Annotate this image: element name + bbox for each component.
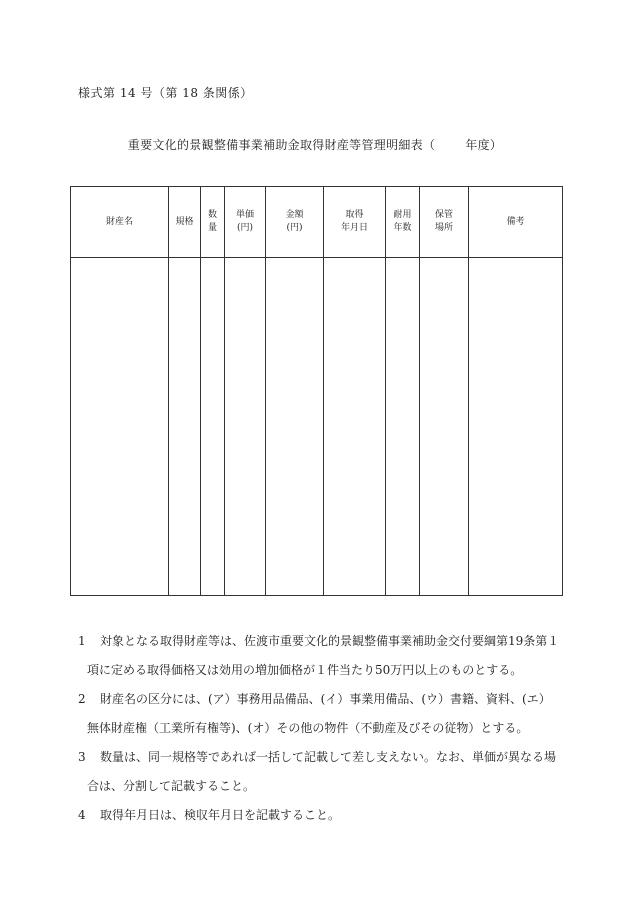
note-line: 対象となる取得財産等は、佐渡市重要文化的景観整備事業補助金交付要綱第19条第１ [100,634,560,648]
header-line: 財産名 [105,216,133,227]
note-item [78,801,558,830]
header-line: 保管 [434,210,453,220]
header-line: 単価 [235,210,254,220]
cell-specification[interactable] [169,258,201,596]
table-body-row [71,258,563,596]
form-number: 様式第 14 号（第 18 条関係） [78,86,253,100]
notes-section [78,627,558,830]
note-line: 項に定める取得価格又は効用の増加価格が１件当たり50万円以上のものとする。 [87,663,523,677]
header-quantity [201,187,225,258]
note-line: 合は、分割して記載すること。 [87,779,256,793]
header-acquisition-date [324,187,386,258]
header-line: 場所 [434,223,453,233]
note-item [78,685,558,743]
note-line: 無体財産権（工業所有権等)、(オ）その他の物件（不動産及びその従物）とする。 [87,721,529,735]
title-main: 重要文化的景観整備事業補助金取得財産等管理明細表（ [127,138,436,152]
header-specification [169,187,201,258]
note-number: 4 [78,808,86,822]
note-item [78,743,558,801]
note-line: 財産名の区分には、(ア）事務用品備品、(イ）事業用備品、(ウ）書籍、資料、(エ） [100,692,551,706]
header-line: 数 [207,210,217,220]
header-storage-location [420,187,469,258]
title-suffix: 年度） [465,138,503,152]
property-ledger-table [70,186,563,596]
cell-useful-life[interactable] [386,258,420,596]
header-line: 年月日 [340,223,368,233]
cell-quantity[interactable] [201,258,225,596]
note-number: 3 [78,750,86,764]
header-line: 量 [207,223,217,233]
table-header-row [71,187,563,258]
note-number: 2 [78,692,86,706]
header-line: 耐用 [393,210,412,220]
cell-acquisition-date[interactable] [324,258,386,596]
cell-storage-location[interactable] [420,258,469,596]
note-item [78,627,558,685]
header-remarks [469,187,563,258]
header-line: (円) [286,223,303,233]
header-line: 金額 [285,210,304,220]
header-property-name [71,187,169,258]
header-line: 取得 [345,210,364,220]
document-title [0,136,630,153]
cell-property-name[interactable] [71,258,169,596]
header-line: 備考 [506,216,525,227]
header-unit-price [225,187,266,258]
header-line: (円) [236,223,254,233]
note-number: 1 [78,634,86,648]
header-line: 年数 [393,223,412,233]
cell-remarks[interactable] [469,258,563,596]
note-line: 取得年月日は、検収年月日を記載すること。 [100,808,341,822]
note-line: 数量は、同一規格等であれば一括して記載して差し支えない。なお、単価が異なる場 [100,750,557,764]
header-amount [266,187,324,258]
header-useful-life [386,187,420,258]
header-line: 規格 [175,216,194,227]
cell-unit-price[interactable] [225,258,266,596]
cell-amount[interactable] [266,258,324,596]
